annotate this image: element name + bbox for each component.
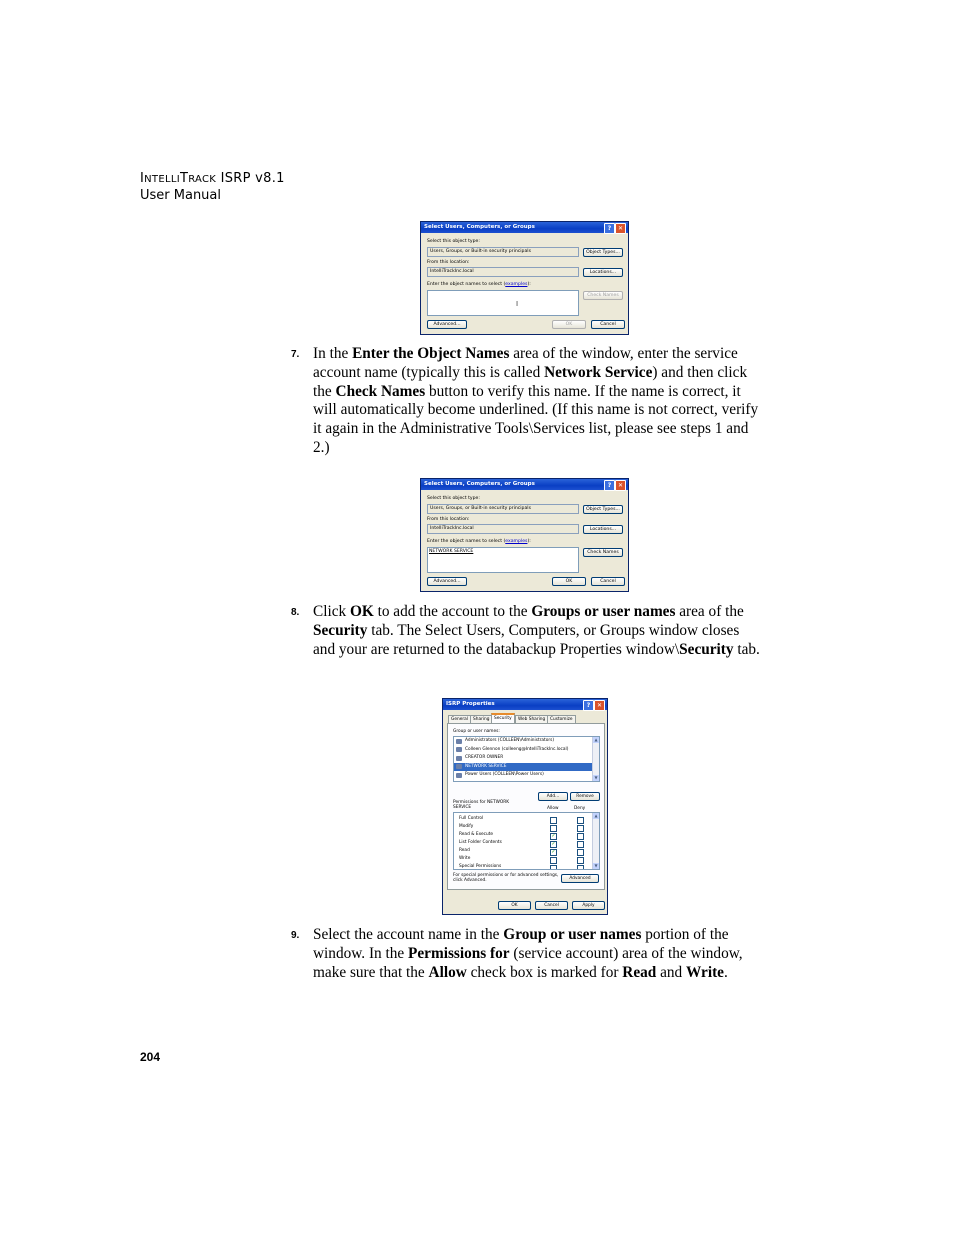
examples-link[interactable]: examples (505, 539, 528, 544)
tab-sharing[interactable]: Sharing (470, 715, 493, 724)
dialog-titlebar: Select Users, Computers, or Groups ? ✕ (421, 479, 628, 490)
user-icon (456, 747, 462, 752)
group-icon (456, 756, 462, 761)
user-list[interactable] (453, 736, 600, 782)
object-type-label: Select this object type: (427, 496, 480, 501)
apply-button[interactable]: Apply (572, 901, 605, 910)
object-name-value: NETWORK SERVICE (429, 549, 474, 554)
tab-web-sharing[interactable]: Web Sharing (515, 715, 548, 724)
permissions-for-label: Permissions for NETWORK SERVICE (453, 800, 510, 810)
check-names-button[interactable]: Check Names (583, 548, 623, 557)
cancel-button[interactable]: Cancel (535, 901, 568, 910)
location-field: IntelliTrackInc.local (427, 267, 579, 277)
user-list-scrollbar[interactable] (592, 737, 599, 781)
select-users-dialog-empty (420, 221, 629, 335)
select-users-dialog-filled (420, 478, 629, 592)
step-number: 7. (291, 349, 300, 360)
object-names-input[interactable] (427, 547, 579, 573)
cancel-button[interactable]: Cancel (591, 320, 625, 329)
allow-header: Allow (547, 806, 559, 811)
object-names-input[interactable] (427, 290, 579, 316)
permission-row: Special Permissions (454, 863, 589, 870)
locations-button[interactable]: Locations... (583, 268, 623, 277)
permission-row: Read & Execute ✓ (454, 831, 589, 839)
object-types-button[interactable]: Object Types... (583, 248, 623, 257)
step-text: Select the account name in the Group or user names portion of the window. In the Permissions for (service account) area of the window, make sure that the Allow check box is marked for Read and Write. (313, 926, 743, 981)
group-icon (456, 773, 462, 778)
close-icon[interactable]: ✕ (594, 700, 605, 711)
running-header-subtitle: User Manual (140, 188, 222, 203)
permissions-list (453, 812, 600, 870)
step-text: Click OK to add the account to the Groups or user names area of the Security tab. The Select Users, Computers, or Groups window closes and your are returned to the databackup Properties window\Security tab. (313, 603, 760, 658)
object-type-field: Users, Groups, or Built-in security principals (427, 247, 579, 257)
allow-checkbox[interactable]: ✓ (551, 848, 556, 855)
object-types-button[interactable]: Object Types... (583, 505, 623, 514)
special-permissions-text: For special permissions or for advanced settings, click Advanced. (453, 873, 559, 883)
examples-link[interactable]: examples (505, 282, 528, 287)
object-type-field: Users, Groups, or Built-in security principals (427, 504, 579, 514)
dialog-titlebar: ISRP Properties ? ✕ (443, 699, 607, 710)
group-icon (456, 764, 462, 769)
object-type-label: Select this object type: (427, 239, 480, 244)
close-icon[interactable]: ✕ (615, 223, 626, 234)
remove-button[interactable]: Remove (570, 792, 600, 801)
help-icon[interactable]: ? (604, 480, 615, 491)
advanced-button[interactable]: Advanced... (427, 320, 467, 329)
advanced-button[interactable]: Advanced... (427, 577, 467, 586)
advanced-button[interactable]: Advanced (561, 874, 599, 883)
list-item[interactable]: Colleen Glennon (colleeng@IntelliTrackInc.local) (454, 746, 599, 755)
list-item[interactable]: NETWORK SERVICE (454, 763, 592, 772)
list-item[interactable]: Power Users (COLLEEN\Power Users) (454, 771, 599, 780)
permission-row: Write (454, 855, 589, 863)
permission-row: Read ✓ (454, 847, 589, 855)
allow-checkbox[interactable] (550, 865, 557, 871)
group-icon (456, 739, 462, 744)
dialog-titlebar: Select Users, Computers, or Groups ? ✕ (421, 222, 628, 233)
step-number: 8. (291, 607, 300, 618)
scroll-down-icon[interactable]: ▼ (594, 863, 598, 868)
permission-row: Full Control (454, 815, 589, 823)
permission-row: List Folder Contents ✓ (454, 839, 589, 847)
group-names-label: Group or user names: (453, 729, 500, 734)
step-number: 9. (291, 930, 300, 941)
page-number: 204 (140, 1050, 161, 1064)
check-names-button[interactable]: Check Names (583, 291, 623, 300)
security-panel (447, 723, 605, 890)
tab-general[interactable]: General (448, 715, 471, 724)
ok-button[interactable]: OK (498, 901, 531, 910)
help-icon[interactable]: ? (583, 700, 594, 711)
ok-button[interactable]: OK (552, 577, 586, 586)
locations-button[interactable]: Locations... (583, 525, 623, 534)
step-8 (291, 603, 761, 659)
close-icon[interactable]: ✕ (615, 480, 626, 491)
tab-security[interactable]: Security (491, 713, 515, 725)
list-item[interactable]: CREATOR OWNER (454, 754, 599, 763)
step-7 (291, 345, 761, 458)
object-names-label: Enter the object names to select (examples): (427, 282, 531, 287)
deny-checkbox[interactable] (577, 865, 584, 871)
add-button[interactable]: Add... (538, 792, 568, 801)
cancel-button[interactable]: Cancel (591, 577, 625, 586)
object-names-label: Enter the object names to select (examples): (427, 539, 531, 544)
isrp-properties-dialog (442, 698, 608, 915)
ok-button[interactable]: OK (552, 320, 586, 329)
running-header-title: INTELLITRACK ISRP v8.1 (140, 171, 285, 186)
scroll-up-icon[interactable]: ▲ (594, 813, 598, 818)
list-item[interactable]: Administrators (COLLEEN\Administrators) (454, 737, 599, 746)
allow-checkbox[interactable]: ✓ (551, 840, 556, 847)
step-text: In the Enter the Object Names area of the window, enter the service account name (typically this is called Network Service) and then click the Check Names button to verify this name. If the name is correct, it will automatically become underlined. (If this name is not correct, verify it again in the Administrative Tools\Services list, please see steps 1 and 2.) (313, 345, 759, 456)
location-field: IntelliTrackInc.local (427, 524, 579, 534)
permission-row: Modify (454, 823, 589, 831)
deny-header: Deny (574, 806, 586, 811)
scroll-up-icon[interactable]: ▲ (594, 737, 598, 742)
permissions-scrollbar[interactable] (592, 813, 599, 869)
help-icon[interactable]: ? (604, 223, 615, 234)
step-9 (291, 926, 761, 982)
tab-customize[interactable]: Customize (547, 715, 576, 724)
location-label: From this location: (427, 260, 470, 265)
allow-checkbox[interactable]: ✓ (551, 832, 556, 839)
scroll-down-icon[interactable]: ▼ (594, 775, 598, 780)
text-cursor-icon: I (516, 300, 519, 308)
location-label: From this location: (427, 517, 470, 522)
